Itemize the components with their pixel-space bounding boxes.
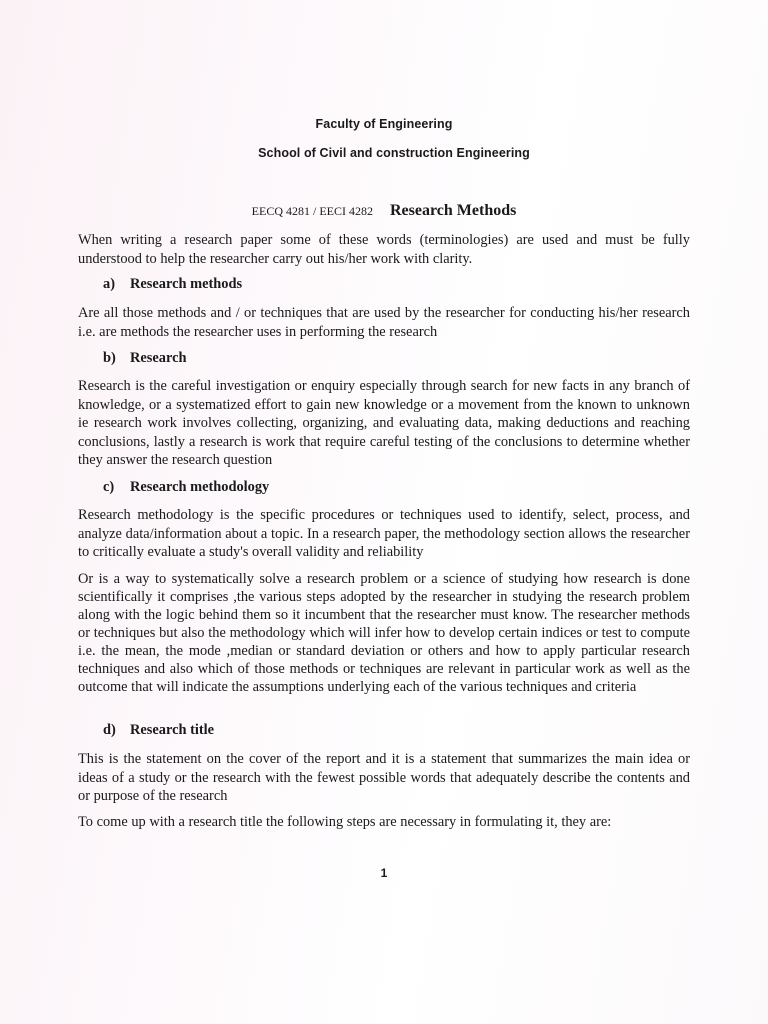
- section-title: Research: [130, 350, 187, 366]
- section-title: Research methodology: [130, 479, 270, 495]
- paragraph-research-title-2: To come up with a research title the following steps are necessary in formulating it, they are:: [78, 814, 612, 830]
- section-label: c): [103, 479, 115, 495]
- paragraph-research-methods: Are all those methods and / or techniques that are used by the researcher for conducting his/her research i.e. are methods the researcher uses in performing the research: [78, 305, 690, 340]
- paragraph-research-title-1: This is the statement on the cover of the report and it is a statement that summarizes the main idea or ideas of a study or the research with the fewest possible words that adequately describe the contents and or purpose of the research: [78, 751, 690, 804]
- course-codes: EECQ 4281 / EECI 4282: [251, 204, 373, 218]
- section-title: Research title: [130, 722, 215, 738]
- faculty-header: Faculty of Engineering: [315, 117, 453, 131]
- intro-paragraph: When writing a research paper some of these words (terminologies) are used and must be fully understood to help the researcher carry out his/her work with clarity.: [78, 232, 690, 267]
- section-heading-research: [103, 350, 186, 367]
- paragraph-research-methodology-2: Or is a way to systematically solve a research problem or a science of studying how research is done scientifically it comprises ,the various steps adopted by the researcher in studying the research problem along with the logic behind them so it incumbent that the researcher must know. The researcher methods or techniques but also the methodology which will infer how to develop certain indices or test to compute i.e. the mean, the mode ,median or standard deviation or others and how to apply particular research techniques and also which of those methods or techniques are relevant in particular work as well as the outcome that will indicate the assumptions underlying each of the various techniques and criteria: [78, 571, 690, 695]
- school-header: School of Civil and construction Engineering: [258, 146, 530, 160]
- section-heading-research-methods: [103, 276, 242, 293]
- section-heading-research-methodology: [103, 479, 269, 496]
- course-line: [0, 202, 768, 220]
- section-heading-research-title: [103, 722, 214, 739]
- course-title: Research Methods: [389, 202, 517, 219]
- page-number: 1: [380, 866, 388, 880]
- section-label: a): [103, 276, 115, 292]
- section-label: b): [103, 350, 116, 366]
- section-label: d): [103, 722, 116, 738]
- section-title: Research methods: [130, 276, 243, 292]
- paragraph-research-methodology-1: Research methodology is the specific procedures or techniques used to identify, select, process, and analyze data/information about a topic. In a research paper, the methodology section allows the researcher to critically evaluate a study's overall validity and reliability: [78, 507, 690, 560]
- paragraph-research: Research is the careful investigation or enquiry especially through search for new facts in any branch of knowledge, or a systematized effort to gain new knowledge or a movement from the known to unknown ie research work involves collecting, organizing, and evaluating data, making deductions and reaching conclusions, lastly a research is work that require careful testing of the conclusions to determine whether they answer the research question: [78, 378, 690, 468]
